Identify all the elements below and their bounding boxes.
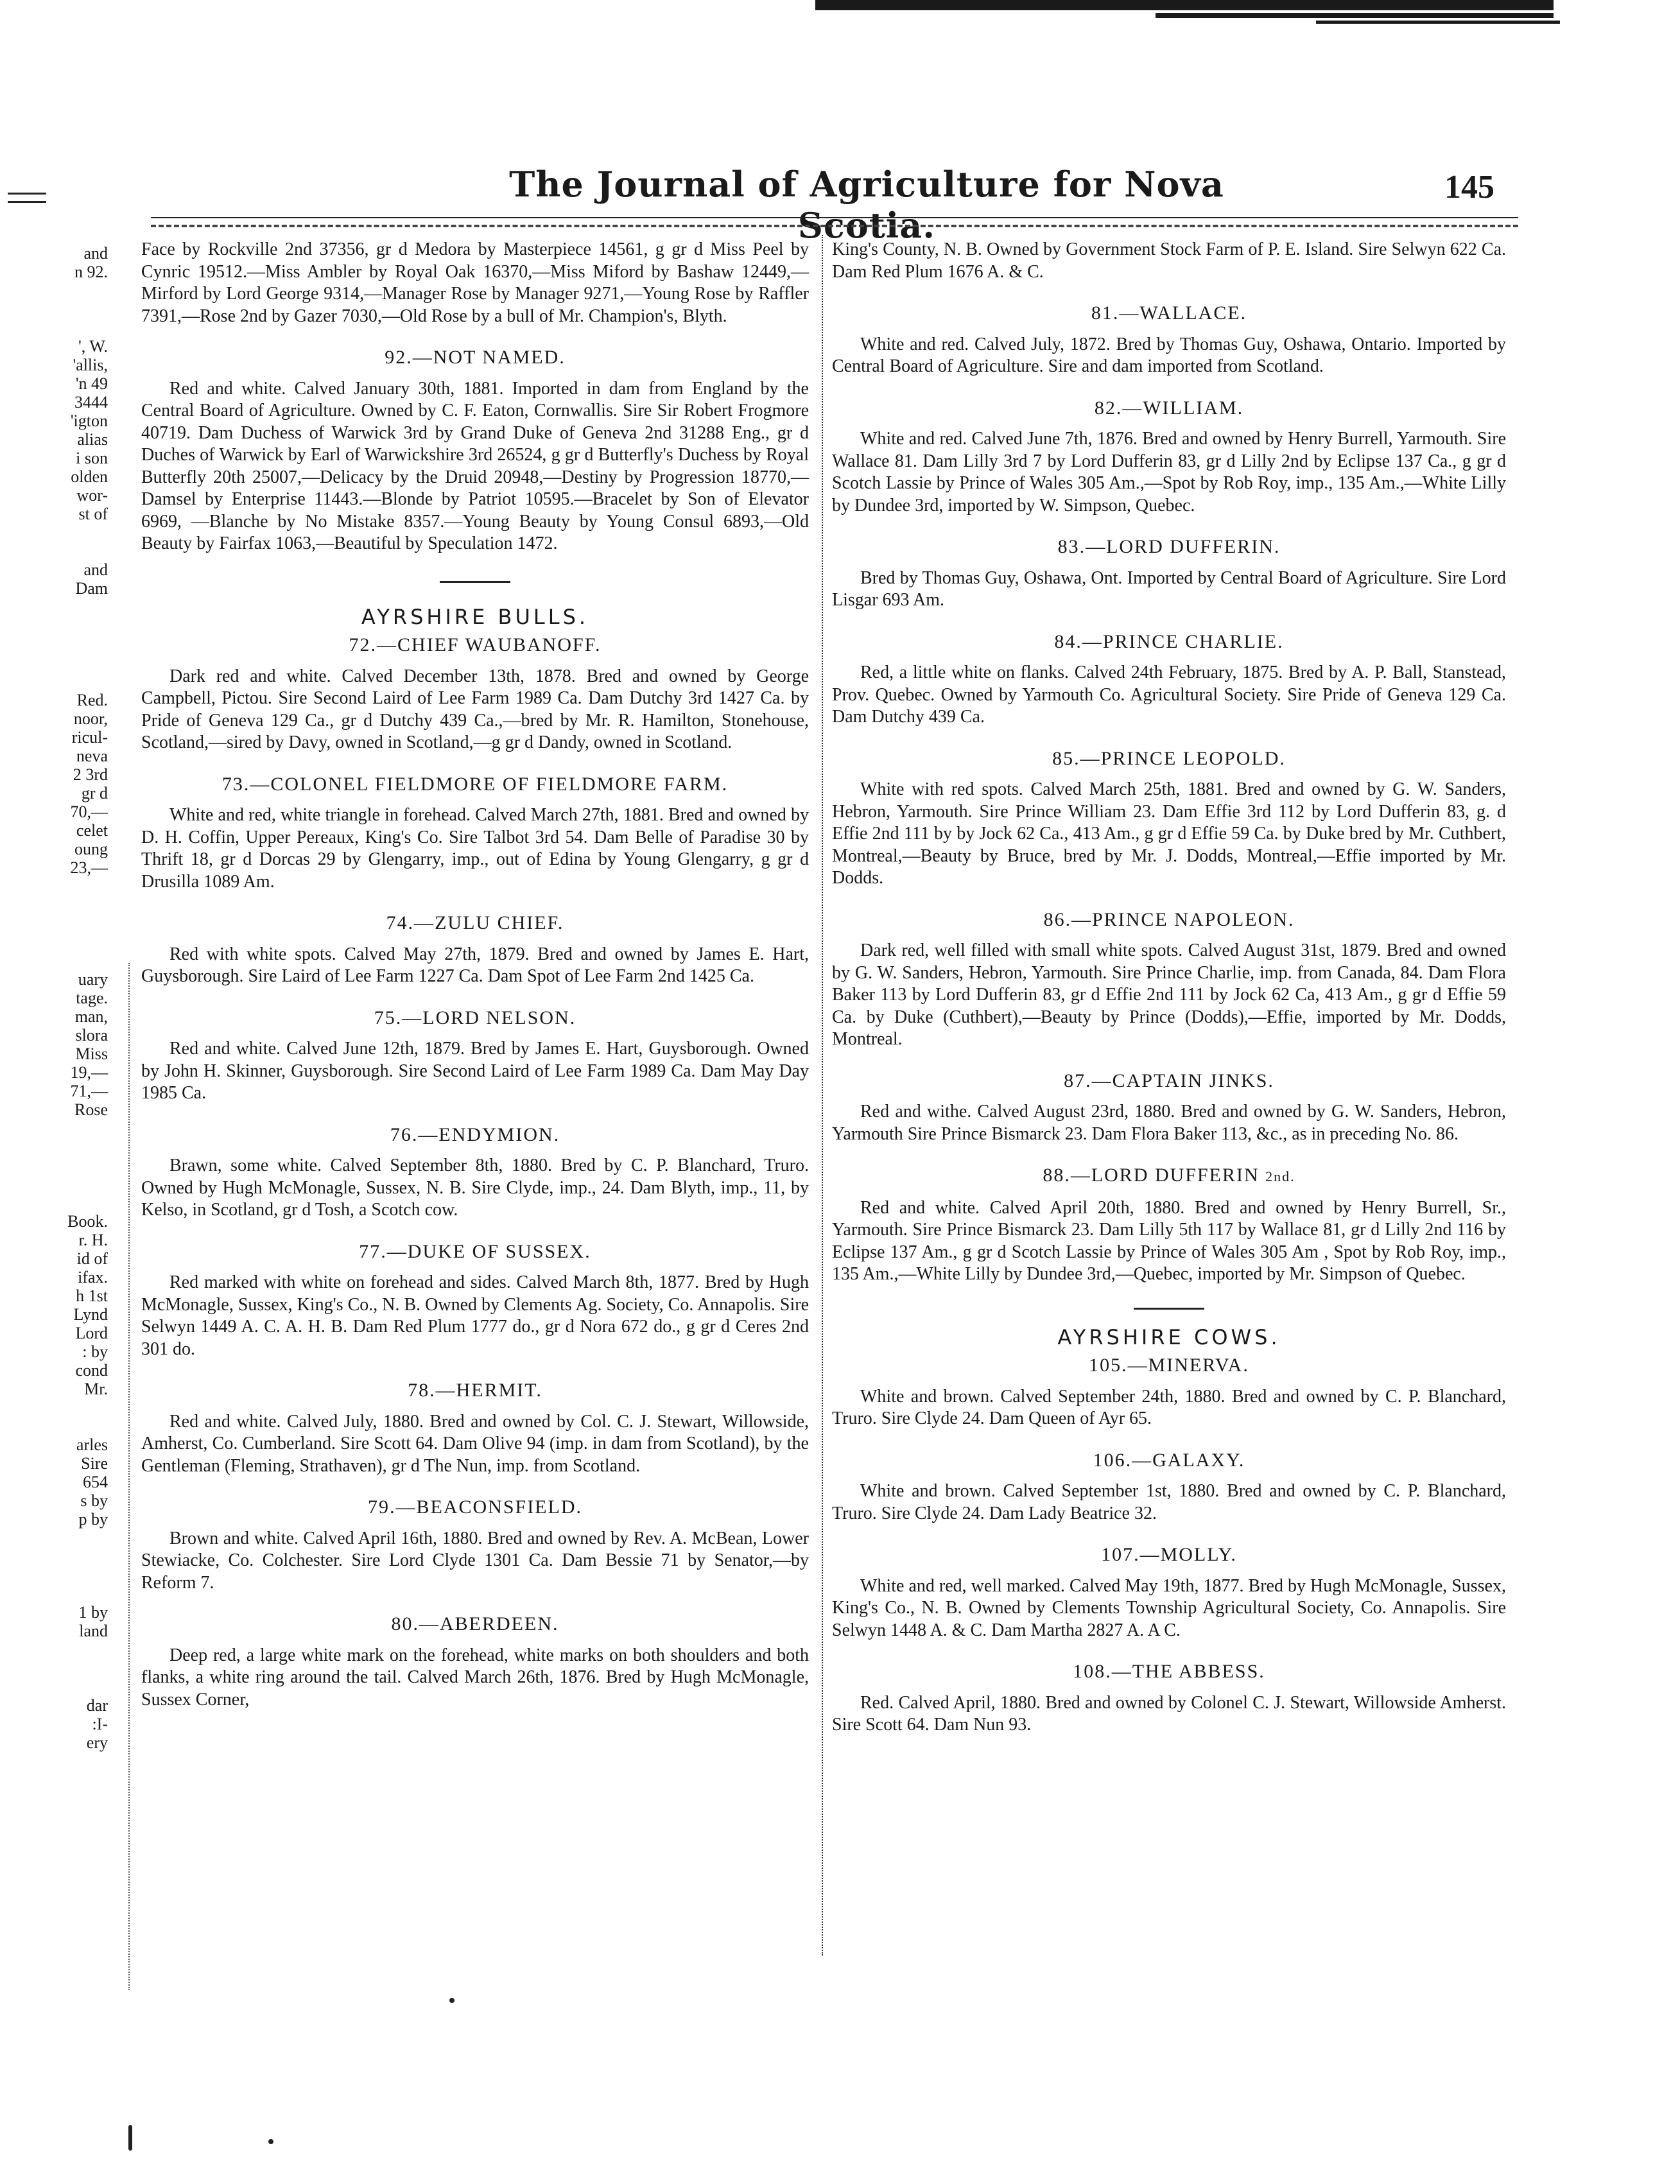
cropped-fragment: alias [77, 430, 108, 449]
cropped-fragment [18, 281, 108, 300]
cropped-fragment: s by [80, 1491, 108, 1510]
entry-text: White with red spots. Calved March 25th, 1881. Bred and owned by G. W. Sanders, Hebron, Yarmouth. Sire Prince William 23. Dam Effie 3rd 112 by Lord Dufferin 83, g. d Effie 2nd 111 by by Jock 62 Ca., 413 Am., g gr d Effie 59 Ca. by Duke bred by Mr. Cuthbert, Montreal,—Beauty by Bruce, bred by Mr. J. Dodds, Montreal,—Effie imported by Mr. Dodds. [832, 779, 1506, 888]
cropped-fragment: ifax. [78, 1268, 108, 1287]
cropped-fragment [18, 896, 108, 914]
cropped-fragment [18, 1566, 108, 1584]
cropped-fragment: Book. [67, 1212, 108, 1231]
entry-title: 73.—COLONEL FIELDMORE OF FIELDMORE FARM. [221, 773, 729, 795]
cropped-fragment: tage. [76, 989, 108, 1007]
section-title: AYRSHIRE BULLS. [361, 604, 589, 629]
entry-text: White and brown. Calved September 1st, 1880. Bred and owned by C. P. Blanchard, Truro. Sire Clyde 24. Dam Lady Beatrice 32. [832, 1481, 1506, 1523]
journal-title: The Journal of Agriculture for Nova Scotia. [509, 164, 1224, 246]
cropped-fragment [18, 1398, 108, 1417]
entry-text: Brawn, some white. Calved September 8th, 1880. Bred by C. P. Blanchard, Truro. Owned by Hugh McMonagle, Sussex, N. B. Sire Clyde, imp., 24. Dam Blyth, imp., 11, by Kelso, in Scotland, gr d Tosh, a Scotch cow. [141, 1156, 809, 1220]
cropped-fragment [18, 1584, 108, 1603]
entry-title: 72.—CHIEF WAUBANOFF. [349, 634, 602, 655]
cropped-fragment [18, 635, 108, 654]
cropped-fragment: n 92. [74, 263, 108, 281]
cropped-fragment [18, 542, 108, 560]
entry-text: Red, a little white on flanks. Calved 24th February, 1875. Bred by A. P. Ball, Stanstead, Prov. Quebec. Owned by Yarmouth Co. Agricultural Society. Sire Pride of Geneva 129 Ca. Dam Dutchy 439 Ca. [832, 663, 1506, 727]
cropped-fragment: 3444 [74, 393, 108, 412]
entry-text: Red with white spots. Calved May 27th, 1879. Bred and owned by James E. Hart, Guysborough. Sire Laird of Lee Farm 1227 Ca. Dam Spot of Lee Farm 2nd 1425 Ca. [141, 944, 809, 986]
entry-text: Red and white. Calved June 12th, 1879. Bred by James E. Hart, Guysborough. Owned by John H. Skinner, Guysborough. Sire Second Laird of Lee Farm 1989 Ca. Dam May Day 1985 Ca. [141, 1039, 809, 1103]
scan-edge-bar [1316, 21, 1560, 24]
left-edge-line [128, 963, 130, 1990]
cropped-fragment: ricul- [71, 728, 108, 747]
cropped-fragment [18, 1659, 108, 1677]
entry-text: Red and white. Calved July, 1880. Bred and owned by Col. C. J. Stewart, Willowside, Amherst, Co. Cumberland. Sire Scott 64. Dam Olive 94 (imp. in dam from Scotland), by the Gentleman (Fleming, Strathaven), gr d The Nun, imp. from Scotland. [141, 1411, 809, 1476]
cropped-fragment: arles [76, 1435, 108, 1454]
cropped-fragment: Lynd [73, 1305, 108, 1324]
ink-speck [128, 2125, 132, 2151]
cropped-fragment: and [83, 244, 108, 263]
cropped-fragment: Dam [75, 579, 108, 598]
continued-entry: King's County, N. B. Owned by Government Stock Farm of P. E. Island. Sire Selwyn 622 Ca. Dam Red Plum 1676 A. & C. [832, 239, 1506, 282]
entry-text: Red and white. Calved January 30th, 1881. Imported in dam from England by the Central Board of Agriculture. Owned by C. F. Eaton, Cornwallis. Sire Sir Robert Frogmore 40719. Dam Duchess of Warwick 3rd by Grand Duke of Geneva 2nd 31288 Eng., gr d Duches of Warwick by Earl of Warwickshire 3rd 26524, g gr d Butterfly's Duchess by Royal Butterfly 20th 25007,—Delicacy by the Druid 20948,—Destiny by Progression 18770,—Damsel by Enterprise 11443.—Blonde by Patriot 10595.—Bracelet by Son of Elevator 6969, —Blanche by No Mistake 8357.—Young Beauty by Young Consul 6893,—Old Beauty by Fairfax 1063,—Beautiful by Speculation 1472. [141, 378, 809, 553]
entry-text: White and red, white triangle in forehead. Calved March 27th, 1881. Bred and owned by D. H. Coffin, Upper Pereaux, King's Co. Sire Talbot 3rd 54. Dam Belle of Paradise 30 by Thrift 18, gr d Dorcas 29 by Glengarry, imp., out of Edina by Young Glengarry, g gr d Drusilla 1089 Am. [141, 805, 809, 892]
cropped-fragment [18, 1640, 108, 1659]
cropped-fragment: id of [76, 1249, 108, 1268]
page-number: 145 [1444, 169, 1494, 205]
entry-text: Deep red, a large white mark on the forehead, white marks on both shoulders and both flanks, a white ring around the tail. Calved March 26th, 1876. Bred by Hugh McMonagle, Sussex Corner, [141, 1645, 809, 1710]
entry-title: 108.—THE ABBESS. [1073, 1661, 1265, 1682]
cropped-fragment [18, 1138, 108, 1156]
entry-text: Bred by Thomas Guy, Oshawa, Ont. Imported by Central Board of Agriculture. Sire Lord Lisgar 693 Am. [832, 568, 1506, 610]
cropped-fragment: 'allis, [73, 356, 108, 374]
cropped-fragment [18, 1417, 108, 1435]
right-column [832, 239, 1506, 1737]
cropped-fragment [18, 1193, 108, 1212]
section-rule [1134, 1308, 1204, 1310]
entry-title: 80.—ABERDEEN. [391, 1613, 559, 1634]
cropped-fragment [18, 1156, 108, 1175]
entry-title: 92.—NOT NAMED. [385, 347, 566, 368]
cropped-fragment: 654 [83, 1473, 108, 1491]
entry-title: 85.—PRINCE LEOPOLD. [1052, 747, 1286, 769]
cropped-fragment: st of [78, 505, 108, 523]
entry-text: Red and white. Calved April 20th, 1880. Bred and owned by Henry Burrell, Sr., Yarmouth. Sire Prince Bismarck 23. Dam Lilly 5th 117 by Wallace 81, gr d Lilly 2nd 116 by Eclipse 137 Am., g gr d Scotch Lassie by Prince of Wales 305 Am , Spot by Rob Roy, imp., 135 Am.,—White Lilly by Dundee 3rd,—Quebec, imported by Mr. Simpson of Quebec. [832, 1197, 1506, 1284]
cropped-fragment: celet [76, 821, 108, 840]
cropped-fragment: gr d [81, 784, 108, 802]
cropped-fragment [18, 1119, 108, 1138]
entry-title-main: 88.—LORD DUFFERIN [1043, 1165, 1260, 1186]
cropped-fragment: 23,— [70, 858, 108, 877]
ink-speck [268, 2139, 273, 2144]
cropped-fragment [18, 1175, 108, 1193]
cropped-fragment: p by [78, 1510, 108, 1529]
entry-title: 86.—PRINCE NAPOLEON. [1043, 908, 1295, 930]
entry-text: White and red, well marked. Calved May 19th, 1877. Bred by Hugh McMonagle, Sussex, King's Co., N. B. Owned by Clements Township Agricultural Society, Co. Annapolis. Sire Selwyn 1448 A. & C. Dam Martha 2827 A. A C. [832, 1575, 1506, 1640]
cropped-fragment: land [79, 1622, 108, 1640]
cropped-fragment [18, 1677, 108, 1696]
ink-speck [449, 1998, 455, 2003]
cropped-fragment [18, 598, 108, 616]
cropped-fragment: noor, [73, 709, 108, 728]
margin-mark [8, 193, 46, 203]
entry-title: 105.—MINERVA. [1089, 1355, 1249, 1376]
entry-text: Brown and white. Calved April 16th, 1880. Bred and owned by Rev. A. McBean, Lower Stewiacke, Co. Colchester. Sire Lord Clyde 1301 Ca. Dam Bessie 71 by Senator,—by Reform 7. [141, 1528, 809, 1593]
entry-text: Red marked with white on forehead and sides. Calved March 8th, 1877. Bred by Hugh McMonagle, Sussex, King's Co., N. B. Owned by Clements Ag. Society, Co. Annapolis. Sire Selwyn 1449 A. C. A. H. B. Dam Red Plum 1777 do., gr d Nora 672 do., g gr d Ceres 2nd 301 do. [141, 1272, 809, 1359]
cropped-previous-column [18, 244, 108, 1752]
cropped-fragment: dar [86, 1696, 108, 1715]
cropped-fragment: 'n 49 [75, 374, 108, 393]
left-column [141, 239, 809, 1711]
cropped-fragment: ', W. [78, 337, 108, 356]
cropped-fragment: ery [86, 1733, 108, 1752]
scan-edge-bar [815, 0, 1554, 10]
cropped-fragment: Red. [76, 691, 108, 709]
cropped-fragment [18, 318, 108, 337]
entry-title: 79.—BEACONSFIELD. [367, 1496, 582, 1518]
cropped-fragment: 19,— [70, 1063, 108, 1082]
cropped-fragment: 70,— [70, 802, 108, 821]
entry-title: 87.—CAPTAIN JINKS. [1064, 1070, 1274, 1091]
section-title: AYRSHIRE COWS. [1057, 1324, 1281, 1349]
cropped-fragment: i son [76, 449, 108, 467]
entry-title: 78.—HERMIT. [408, 1380, 542, 1401]
cropped-fragment [18, 654, 108, 672]
entry-title: 76.—ENDYMION. [390, 1123, 560, 1145]
entry-title: 107.—MOLLY. [1101, 1544, 1237, 1565]
cropped-fragment: :I- [92, 1715, 108, 1733]
scan-edge-bar [1156, 13, 1554, 18]
entry-title: 84.—PRINCE CHARLIE. [1054, 630, 1284, 652]
cropped-fragment: and [83, 560, 108, 579]
cropped-fragment: cond [75, 1361, 108, 1380]
cropped-fragment [18, 914, 108, 933]
cropped-fragment: oung [74, 840, 108, 858]
cropped-fragment: Miss [75, 1044, 108, 1063]
cropped-fragment: neva [76, 747, 108, 765]
entry-title: 82.—WILLIAM. [1094, 397, 1244, 419]
cropped-fragment [18, 672, 108, 691]
entry-title: 77.—DUKE OF SUSSEX. [359, 1240, 591, 1262]
cropped-fragment: 'igton [70, 412, 108, 430]
cropped-fragment: Sire [81, 1454, 108, 1473]
entry-text: Dark red and white. Calved December 13th, 1878. Bred and owned by George Campbell, Pictou. Sire Second Laird of Lee Farm 1989 Ca. Dam Dutchy 3rd 1427 Ca. by Pride of Geneva 129 Ca., gr d Dutchy 439 Ca.,—bred by Mr. R. Hamilton, Stonehouse, Scotland,—sired by Davy, owned in Scotland,—g gr d Dandy, owned in Scotland. [141, 666, 809, 752]
continued-pedigree: Face by Rockville 2nd 37356, gr d Medora by Masterpiece 14561, g gr d Miss Peel by Cynric 19512.—Miss Ambler by Royal Oak 16370,—Miss Miford by Bashaw 12449,—Mirford by Lord George 9314,—Manager Rose by Manager 9271,—Young Rose by Raffler 7391,—Rose 2nd by Gazer 7030,—Old Rose by a bull of Mr. Champion's, Blyth. [141, 239, 809, 326]
cropped-fragment: h 1st [76, 1287, 108, 1305]
entry-text: Dark red, well filled with small white spots. Calved August 31st, 1879. Bred and owned by G. W. Sanders, Hebron, Yarmouth. Sire Prince Charlie, imp. from Canada, 84. Dam Flora Baker 113 by Lord Dufferin 83, gr d Effie 2nd 111 by Jock 62 Ca, 413 Am., g gr d Effie 59 Ca. by Duke (Cuthbert),—Beauty by Prince (Dodds),—Effie, imported by Mr. Dodds, Montreal. [832, 940, 1506, 1049]
cropped-fragment [18, 951, 108, 970]
cropped-fragment [18, 933, 108, 951]
entry-title: 83.—LORD DUFFERIN. [1057, 536, 1281, 557]
cropped-fragment: uary [78, 970, 108, 989]
cropped-fragment [18, 616, 108, 635]
entry-title: 74.—ZULU CHIEF. [386, 912, 564, 933]
cropped-fragment: Rose [74, 1100, 108, 1119]
cropped-fragment [18, 877, 108, 896]
cropped-fragment [18, 300, 108, 318]
cropped-fragment [18, 523, 108, 542]
entry-text: White and red. Calved June 7th, 1876. Bred and owned by Henry Burrell, Yarmouth. Sire Wallace 81. Dam Lilly 3rd 7 by Lord Dufferin 83, gr d Lilly 2nd by Eclipse 137 Ca., g gr d Scotch Lassie by Prince of Wales 305 Am.,—Spot by Rob Roy, imp., 135 Am.,—White Lilly by Dundee 3rd, imported by W. Simpson, Quebec. [832, 429, 1506, 516]
cropped-fragment [18, 1529, 108, 1547]
entry-text: White and red. Calved July, 1872. Bred by Thomas Guy, Oshawa, Ontario. Imported by Central Board of Agriculture. Sire and dam imported from Scotland. [832, 334, 1506, 376]
entry-title: 75.—LORD NELSON. [374, 1007, 576, 1028]
section-rule [440, 581, 510, 583]
entry-text: Red. Calved April, 1880. Bred and owned by Colonel C. J. Stewart, Willowside Amherst. Sire Scott 64. Dam Nun 93. [832, 1692, 1506, 1735]
cropped-fragment: r. H. [78, 1231, 108, 1249]
cropped-fragment: 71,— [70, 1082, 108, 1100]
cropped-fragment: Lord [75, 1324, 108, 1342]
cropped-fragment: olden [71, 467, 108, 486]
cropped-fragment: man, [74, 1007, 108, 1026]
entry-text: White and brown. Calved September 24th, 1880. Bred and owned by C. P. Blanchard, Truro. Sire Clyde 24. Dam Queen of Ayr 65. [832, 1386, 1506, 1428]
entry-title [832, 1165, 1506, 1188]
cropped-fragment: wor- [76, 486, 108, 505]
cropped-fragment: 2 3rd [73, 765, 108, 784]
column-divider [822, 235, 823, 1955]
entry-title-suffix: 2nd. [1265, 1168, 1295, 1184]
entry-title: 81.—WALLACE. [1091, 302, 1247, 324]
entry-text: Red and withe. Calved August 23rd, 1880. Bred and owned by G. W. Sanders, Hebron, Yarmouth Sire Prince Bismarck 23. Dam Flora Baker 113, &c., as in preceding No. 86. [832, 1102, 1506, 1144]
cropped-fragment: Mr. [84, 1380, 108, 1398]
cropped-fragment: 1 by [78, 1603, 108, 1622]
header-rule [151, 217, 1518, 218]
cropped-fragment [18, 1547, 108, 1566]
cropped-fragment: : by [82, 1342, 108, 1361]
entry-title: 106.—GALAXY. [1093, 1449, 1245, 1471]
header-rule-dashed [151, 225, 1518, 227]
cropped-fragment: slora [75, 1026, 108, 1044]
